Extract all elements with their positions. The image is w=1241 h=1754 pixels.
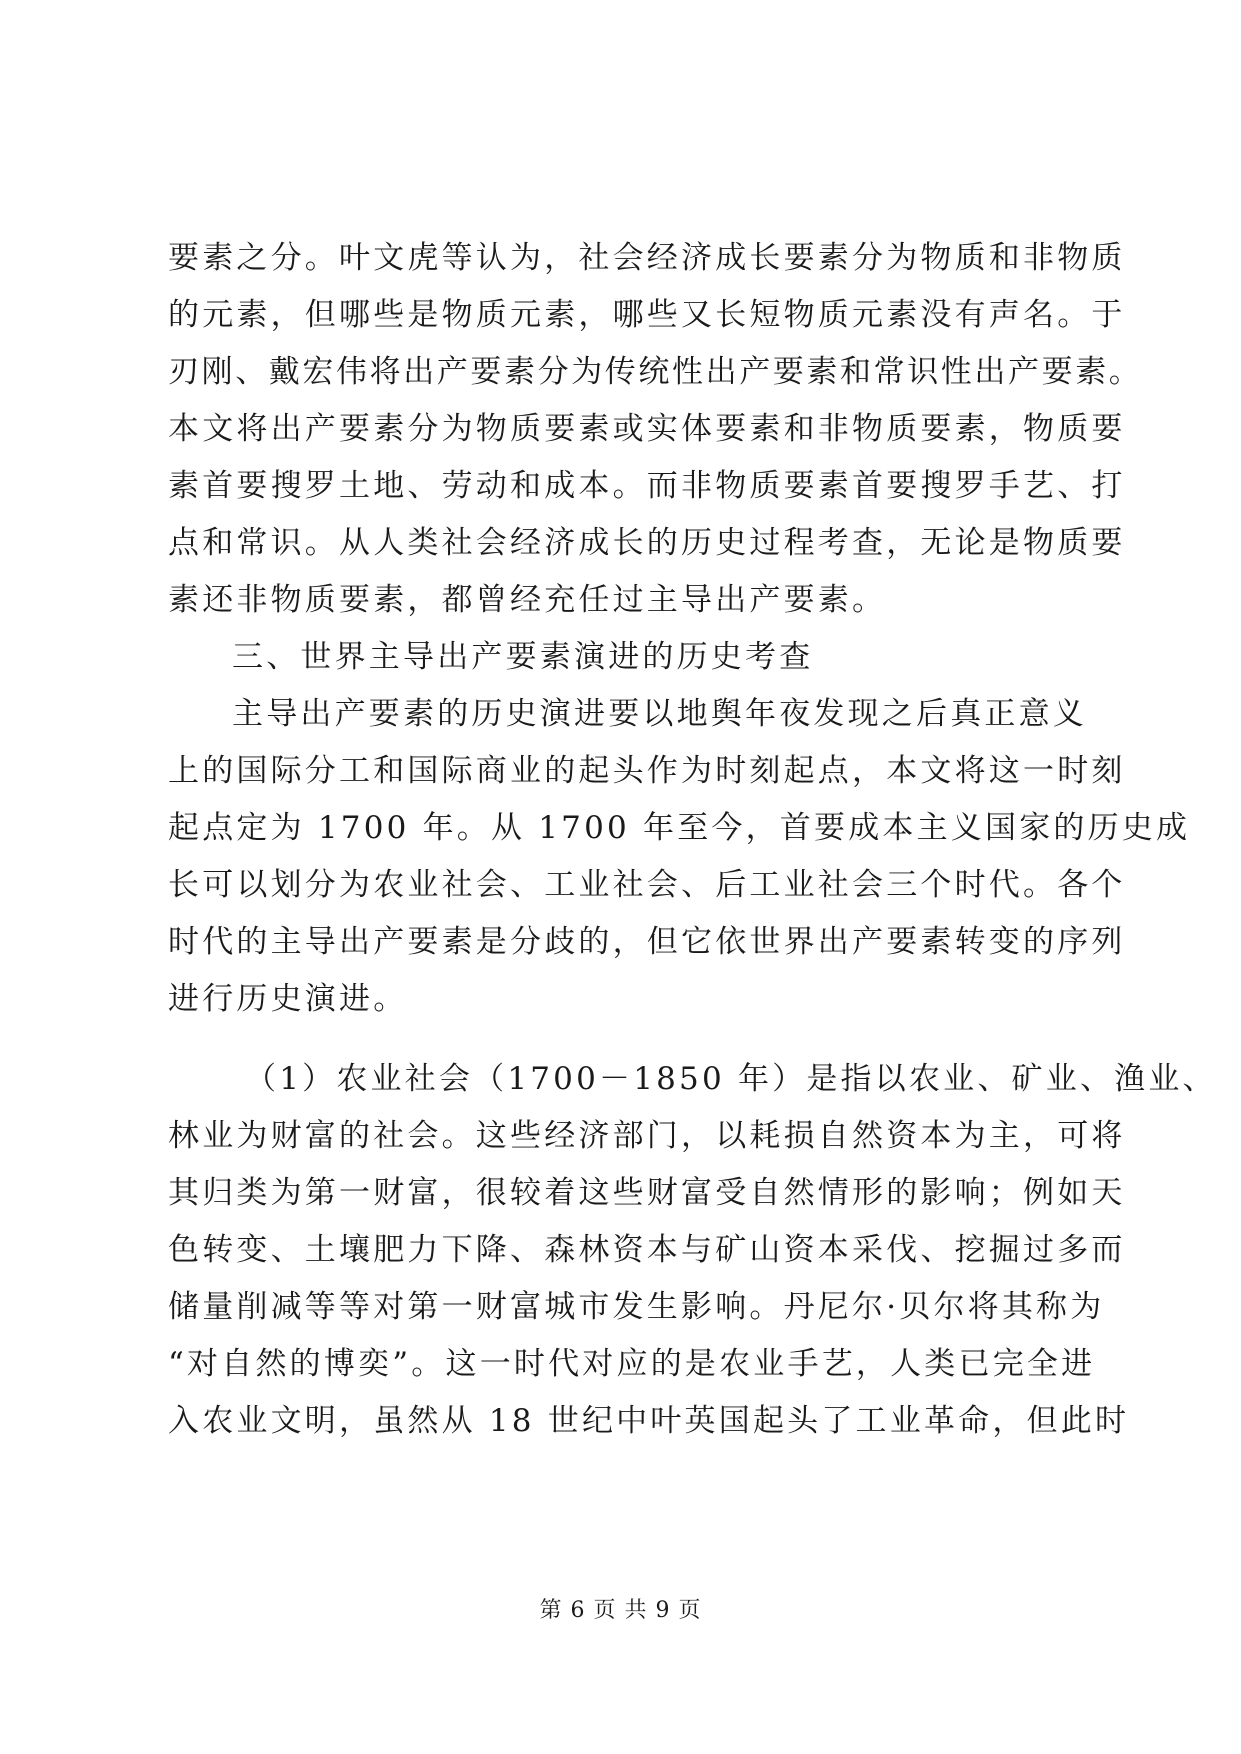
body-text-line: 要素之分。叶文虎等认为，社会经济成长要素分为物质和非物质 [168,240,1126,276]
paragraph-line: 上的国际分工和国际商业的起头作为时刻起点，本文将这一时刻 [168,753,1126,789]
body-text-line: 点和常识。从人类社会经济成长的历史过程考查，无论是物质要 [168,525,1126,561]
paragraph-line: 林业为财富的社会。这些经济部门，以耗损自然资本为主，可将 [168,1118,1126,1154]
body-text-line: 的元素，但哪些是物质元素，哪些又长短物质元素没有声名。于 [168,297,1126,333]
body-text-line: 刃刚、戴宏伟将出产要素分为传统性出产要素和常识性出产要素。 [168,354,1143,390]
section-heading: 三、世界主导出产要素演进的历史考查 [232,639,814,675]
body-text-line: 素首要搜罗土地、劳动和成本。而非物质要素首要搜罗手艺、打 [168,468,1126,504]
paragraph-line: 储量削减等等对第一财富城市发生影响。丹尼尔·贝尔将其称为 [168,1289,1105,1325]
page-footer: 第 6 页 共 9 页 [539,1598,702,1623]
paragraph-line: 时代的主导出产要素是分歧的，但它依世界出产要素转变的序列 [168,924,1126,960]
paragraph-line: 其归类为第一财富，很较着这些财富受自然情形的影响；例如天 [168,1175,1126,1211]
paragraph-line: 入农业文明，虽然从 18 世纪中叶英国起头了工业革命，但此时 [168,1403,1130,1439]
paragraph-line: （1）农业社会（1700－1850 年）是指以农业、矿业、渔业、 [245,1061,1217,1097]
paragraph-line: 长可以划分为农业社会、工业社会、后工业社会三个时代。各个 [168,867,1126,903]
paragraph-line: 主导出产要素的历史演进要以地舆年夜发现之后真正意义 [232,696,1087,732]
body-text-line: 素还非物质要素，都曾经充任过主导出产要素。 [168,582,887,618]
paragraph-line: “对自然的博奕”。这一时代对应的是农业手艺，人类已完全进 [168,1346,1096,1382]
body-text-line: 本文将出产要素分为物质要素或实体要素和非物质要素，物质要 [168,411,1126,447]
paragraph-line: 色转变、土壤肥力下降、森林资本与矿山资本采伐、挖掘过多而 [168,1232,1126,1268]
paragraph-line: 进行历史演进。 [168,981,408,1017]
paragraph-line: 起点定为 1700 年。从 1700 年至今，首要成本主义国家的历史成 [168,810,1191,846]
